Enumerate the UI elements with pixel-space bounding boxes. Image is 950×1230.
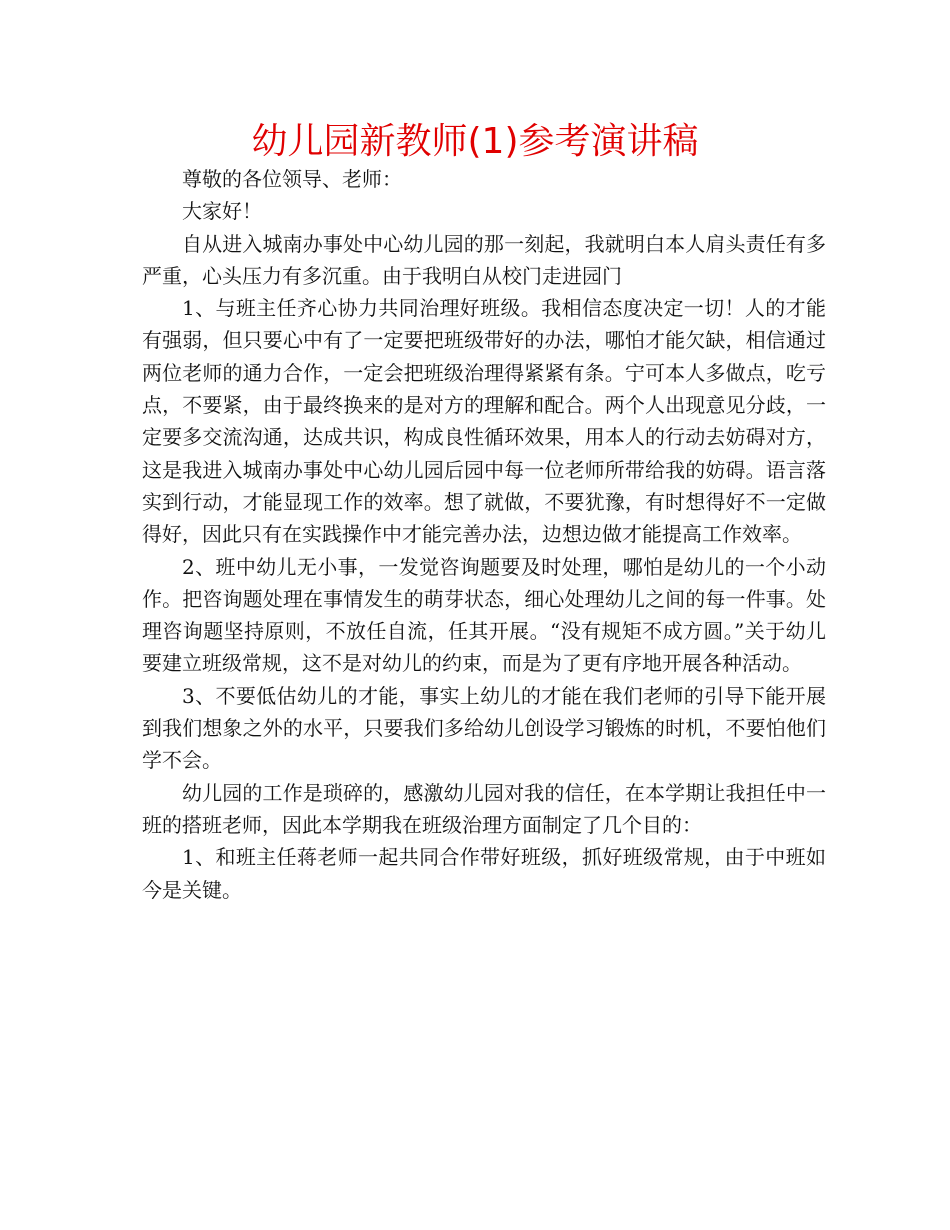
document-title: 幼儿园新教师(1)参考演讲稿 — [251, 121, 699, 162]
paragraph: 2、班中幼儿无小事，一发觉咨询题要及时处理，哪怕是幼儿的一个小动作。把咨询题处理在事情发生的萌芽状态，细心处理幼儿之间的每一件事。处理咨询题坚持原则，不放任自流，任其开展。“没有规矩不成方圆。”关于幼儿要建立班级常规，这不是对幼儿的约束，而是为了更有序地开展各种活动。 — [142, 554, 826, 676]
document-body — [142, 163, 826, 906]
greeting: 大家好！ — [182, 199, 262, 224]
paragraph: 1、与班主任齐心协力共同治理好班级。我相信态度决定一切！人的才能有强弱，但只要心中有了一定要把班级带好的办法，哪怕才能欠缺，相信通过两位老师的通力合作，一定会把班级治理得紧紧有条。宁可本人多做点，吃亏点，不要紧，由于最终换来的是对方的理解和配合。两个人出现意见分歧，一定要多交流沟通，达成共识，构成良性循环效果，用本人的行动去妨碍对方，这是我进入城南办事处中心幼儿园后园中每一位老师所带给我的妨碍。语言落实到行动，才能显现工作的效率。想了就做，不要犹豫，有时想得好不一定做得好，因此只有在实践操作中才能完善办法，边想边做才能提高工作效率。 — [142, 296, 826, 547]
salutation: 尊敬的各位领导、老师： — [182, 167, 402, 191]
paragraph: 自从进入城南办事处中心幼儿园的那一刻起，我就明白本人肩头责任有多严重，心头压力有多沉重。由于我明白从校门走进园门 — [142, 231, 826, 288]
paragraph: 1、和班主任蒋老师一起共同合作带好班级，抓好班级常规，由于中班如今是关键。 — [142, 845, 826, 902]
paragraph: 3、不要低估幼儿的才能，事实上幼儿的才能在我们老师的引导下能开展到我们想象之外的水平，只要我们多给幼儿创设学习锻炼的时机，不要怕他们学不会。 — [142, 683, 826, 773]
paragraph: 幼儿园的工作是琐碎的，感激幼儿园对我的信任，在本学期让我担任中一班的搭班老师，因此本学期我在班级治理方面制定了几个目的： — [142, 780, 826, 837]
